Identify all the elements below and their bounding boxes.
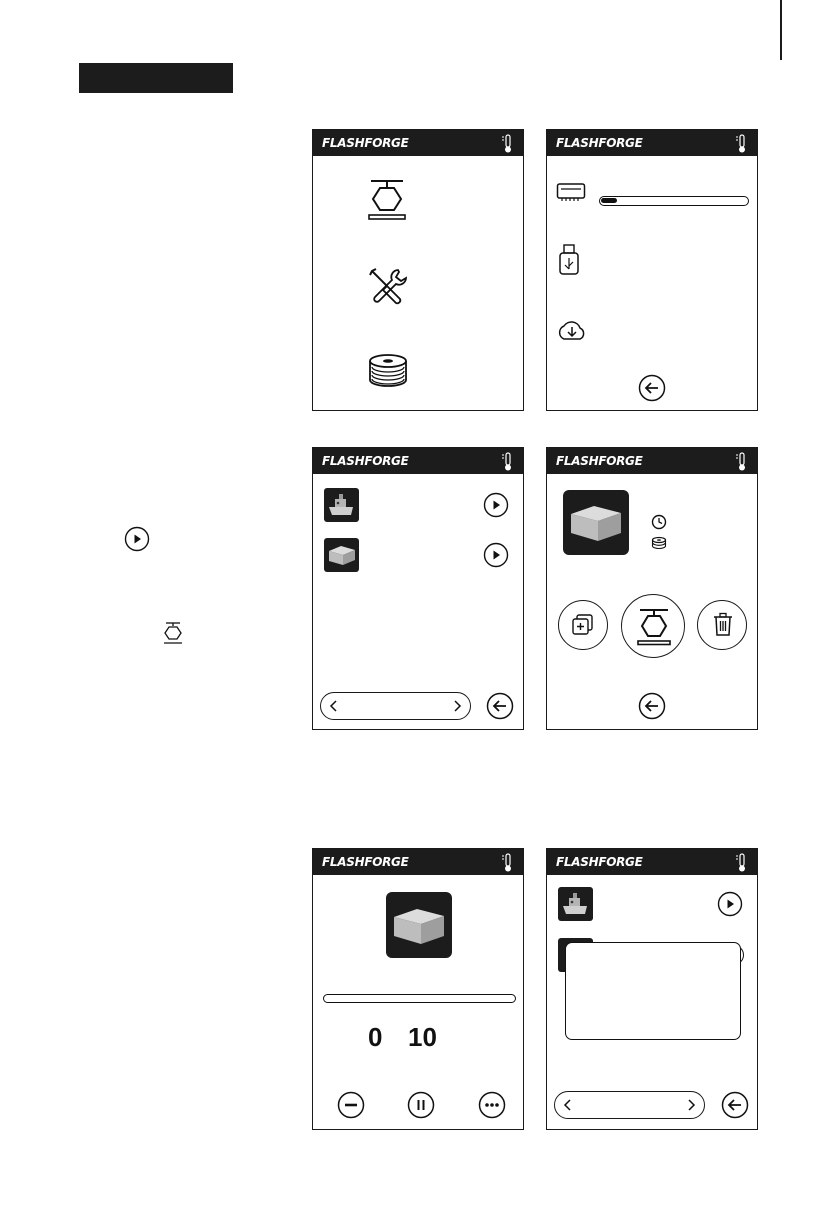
- file-thumbnail-boat[interactable]: [558, 887, 593, 921]
- nozzle-print-icon[interactable]: [367, 178, 407, 222]
- cube-model-icon: [324, 538, 359, 572]
- printing-preview: [386, 892, 452, 958]
- benchy-model-icon: [558, 887, 593, 921]
- chevron-right-icon[interactable]: [450, 699, 464, 713]
- brand-logo: FLASHFORGE: [322, 855, 409, 869]
- play-icon[interactable]: [483, 542, 509, 568]
- page-navigator: [320, 692, 471, 720]
- brand-logo: FLASHFORGE: [556, 855, 643, 869]
- pause-icon[interactable]: [407, 1091, 435, 1119]
- brand-logo: FLASHFORGE: [322, 136, 409, 150]
- memory-usage-fill: [601, 198, 617, 203]
- minus-icon[interactable]: [337, 1091, 365, 1119]
- usb-drive-icon[interactable]: [558, 244, 580, 276]
- chevron-left-icon[interactable]: [561, 1098, 575, 1112]
- copy-file-icon: [571, 613, 595, 637]
- nozzle-print-icon: [162, 621, 184, 645]
- brand-logo: FLASHFORGE: [556, 136, 643, 150]
- elapsed-time: 0: [368, 1022, 383, 1052]
- dialog-box: [565, 942, 741, 1040]
- chevron-right-icon[interactable]: [684, 1098, 698, 1112]
- more-icon[interactable]: [478, 1091, 506, 1119]
- copy-button[interactable]: [558, 600, 608, 650]
- delete-button[interactable]: [697, 600, 747, 650]
- thermometer-icon[interactable]: [501, 853, 515, 873]
- back-arrow-icon[interactable]: [486, 692, 514, 720]
- header-bar: [547, 130, 757, 156]
- play-icon: [124, 526, 150, 552]
- screen-file-source: [546, 129, 758, 411]
- back-arrow-icon[interactable]: [721, 1091, 749, 1119]
- thermometer-icon[interactable]: [735, 853, 749, 873]
- section-tab: [79, 63, 233, 93]
- print-progress-bar: [323, 994, 516, 1003]
- tools-icon[interactable]: [367, 266, 407, 306]
- thermometer-icon[interactable]: [735, 134, 749, 154]
- print-button[interactable]: [621, 594, 685, 658]
- memory-usage-bar: [599, 196, 749, 206]
- header-bar: [313, 130, 523, 156]
- file-preview: [563, 490, 629, 555]
- page-navigator: [554, 1091, 705, 1119]
- header-bar: [313, 448, 523, 474]
- brand-logo: FLASHFORGE: [322, 454, 409, 468]
- play-icon[interactable]: [717, 891, 743, 917]
- header-bar: [313, 849, 523, 875]
- screen-file-list: [312, 447, 524, 730]
- cube-model-icon: [386, 892, 452, 958]
- chevron-left-icon[interactable]: [327, 699, 341, 713]
- cube-model-icon: [563, 490, 629, 555]
- screen-file-list-dialog: [546, 848, 758, 1130]
- brand-logo: FLASHFORGE: [556, 454, 643, 468]
- cloud-download-icon[interactable]: [556, 319, 588, 341]
- header-bar: [547, 448, 757, 474]
- back-arrow-icon[interactable]: [638, 692, 666, 720]
- printer-memory-icon[interactable]: [556, 182, 586, 202]
- clock-icon: [651, 514, 667, 530]
- play-icon[interactable]: [483, 492, 509, 518]
- screen-file-detail: [546, 447, 758, 730]
- file-thumbnail-boat[interactable]: [324, 488, 359, 522]
- filament-spool-icon: [651, 536, 667, 550]
- file-thumbnail-cube[interactable]: [324, 538, 359, 572]
- screen-printing: [312, 848, 524, 1130]
- thermometer-icon[interactable]: [735, 452, 749, 472]
- thermometer-icon[interactable]: [501, 452, 515, 472]
- nozzle-print-icon: [636, 607, 672, 647]
- benchy-model-icon: [324, 488, 359, 522]
- screen-home: [312, 129, 524, 411]
- thermometer-icon[interactable]: [501, 134, 515, 154]
- page-edge-line: [780, 0, 782, 60]
- filament-spool-icon[interactable]: [367, 354, 409, 388]
- header-bar: [547, 849, 757, 875]
- trash-icon: [711, 612, 735, 638]
- back-arrow-icon[interactable]: [638, 374, 666, 402]
- remaining-time: 10: [408, 1022, 437, 1052]
